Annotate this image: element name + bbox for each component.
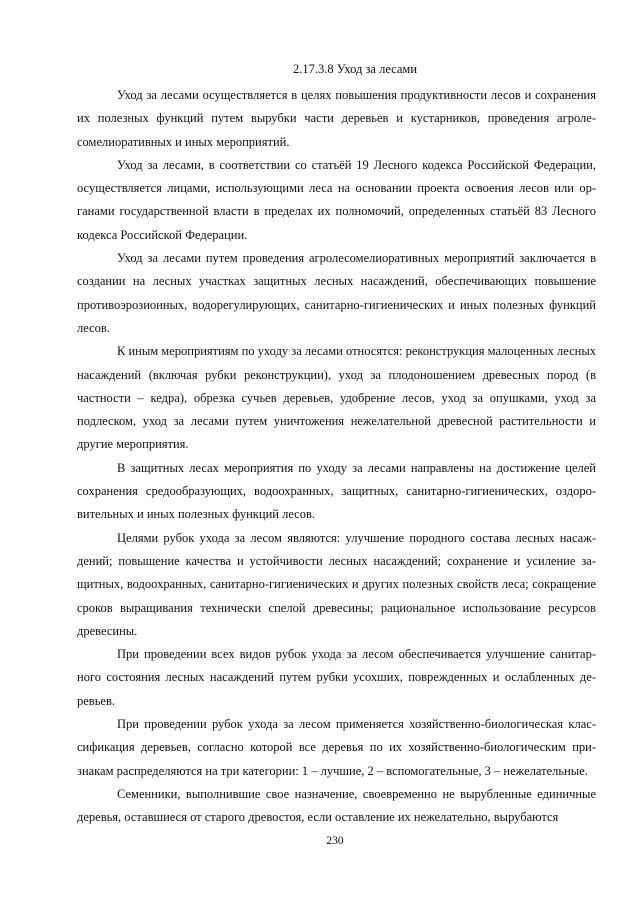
- paragraph: При проведении всех видов рубок ухода за лесом обеспечивается улучшение санитарного состояния лесных насаждений путем рубки усохших, поврежденных и ослабленных деревьев.: [77, 647, 596, 708]
- body-text: [77, 84, 596, 830]
- paragraph: Целями рубок ухода за лесом являются: улучшение породного состава лесных насаждений; повышение качества и устойчивости лесных насаждений; сохранение и усиление защитных, водоохранных, санитарно-гигиенических и других полезных свойств леса; сокращение сроков выращивания технически спелой древесины; рациональное использование ресурсов древесины.: [77, 530, 596, 638]
- paragraph: Уход за лесами, в соответствии со статьёй 19 Лесного кодекса Российской Федерации, осуществляется лицами, использующими леса на основании проекта освоения лесов или органами государственной власти в пределах их полномочий, определенных статьёй 83 Лесного кодекса Российской Федерации.: [77, 157, 596, 242]
- paragraph: Уход за лесами путем проведения агролесомелиоративных мероприятий заключается в создании на лесных участках защитных лесных насаждений, обеспечивающих повышение противоэрозионных, водорегулирующих, санитарно-гигиенических и иных полезных функций лесов.: [77, 251, 596, 335]
- section-heading: 2.17.3.8 Уход за лесами: [292, 62, 418, 76]
- paragraph: К иным мероприятиям по уходу за лесами относятся: реконструкция малоценных лесных насаждений (включая рубки реконструкции), уход за плодоношением древесных пород (в частности – кедра), обрезка сучьев деревьев, удобрение лесов, уход за опушками, уход за подлеском, уход за лесами путем уничтожения нежелательной древесной растительности и другие мероприятия.: [77, 344, 596, 452]
- paragraph: При проведении рубок ухода за лесом применяется хозяйственно-биологическая классификация деревьев, согласно которой все деревья по их хозяйственно-биологическим признакам распределяются на три категории: 1 – лучшие, 2 – вспомогательные, 3 – нежелательные.: [77, 717, 596, 778]
- page-number: 230: [326, 835, 344, 847]
- paragraph: В защитных лесах мероприятия по уходу за лесами направлены на достижение целей сохранения средообразующих, водоохранных, защитных, санитарно-гигиенических, оздоровительных и иных полезных функций лесов.: [77, 460, 596, 522]
- paragraph: Семенники, выполнившие свое назначение, своевременно не вырубленные единичные деревья, оставшиеся от старого древостоя, если оставление их нежелательно, вырубаются: [77, 786, 596, 825]
- paragraph: Уход за лесами осуществляется в целях повышения продуктивности лесов и сохранения их полезных функций путем вырубки части деревьев и кустарников, проведения агролесомелиоративных и иных мероприятий.: [77, 88, 596, 149]
